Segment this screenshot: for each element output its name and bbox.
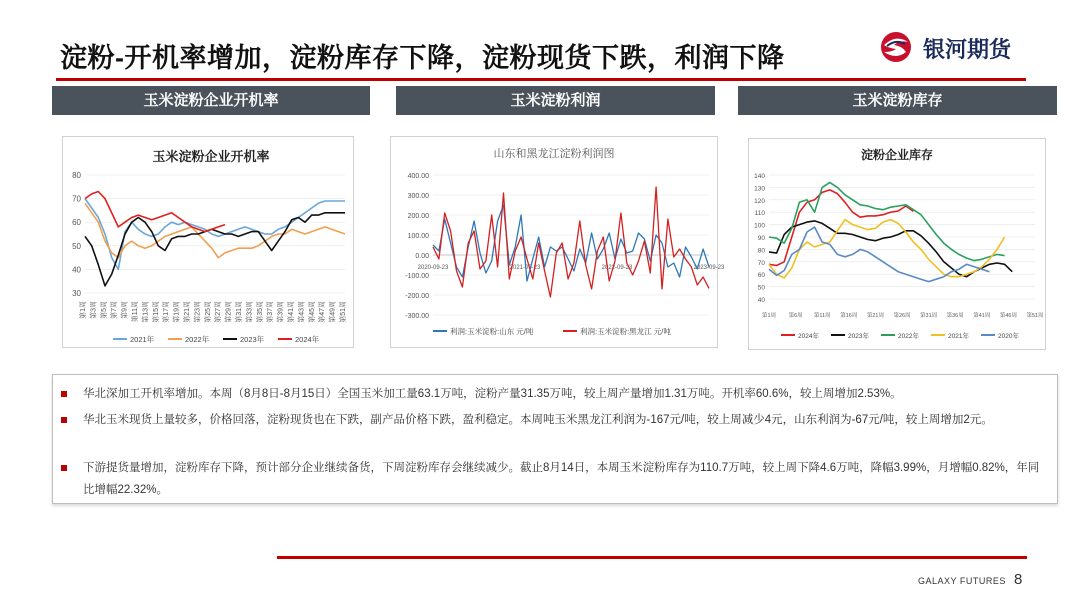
bullet-icon [61,391,67,397]
x-tick-label: 2021-09-23 [509,265,541,271]
x-tick-label: 第25周 [204,301,212,323]
chart-inventory [748,138,1046,350]
legend-label: 2021年 [130,335,155,344]
bullet-icon [61,465,67,471]
y-tick-label: 100 [754,222,765,230]
x-tick-label: 2023-09-23 [693,265,725,271]
x-tick-label: 第26周 [893,313,911,319]
page-number: 8 [1014,571,1023,588]
y-tick-label: 120 [754,197,765,205]
x-tick-label: 第36周 [946,313,964,319]
panel-header-operating-rate: 玉米淀粉企业开机率 [52,86,370,115]
y-tick-label: 140 [754,173,765,180]
y-tick-label: 130 [754,185,765,193]
y-tick-label: 40 [757,297,765,304]
note-inventory: 下游提货量增加，淀粉库存下降，预计部分企业继续备货，下周淀粉库存会继续减少。截止8月14日，本周玉米淀粉库存为110.7万吨，较上周下降4.6万吨，降幅3.99%，月增幅0.82%，年同比增幅22.32%。 [83,462,1040,496]
y-tick-label: 0.00 [415,253,429,260]
x-tick-label: 第17周 [163,301,171,323]
series-line [769,220,1005,278]
legend-label: 2022年 [185,335,210,344]
x-tick-label: 第23周 [194,301,202,323]
footer-divider [277,556,1027,559]
x-tick-label: 第3周 [90,301,98,319]
x-tick-label: 第9周 [121,301,129,319]
x-tick-label: 第21周 [184,301,191,323]
title-divider [56,78,1026,81]
chart-profit [390,136,725,348]
x-tick-label: 第43周 [298,301,306,323]
operating-rate-svg [63,137,353,347]
x-tick-label: 第51周 [340,301,347,323]
footer-brand: GALAXY FUTURES [918,576,1006,586]
x-tick-label: 第49周 [329,301,337,323]
x-tick-label: 第35周 [256,301,264,323]
legend-label: 2024年 [798,333,819,340]
chart-title: 淀粉企业库存 [860,148,934,162]
x-tick-label: 第1周 [761,313,777,319]
x-tick-label: 第13周 [142,301,150,323]
x-tick-label: 2022-09-23 [601,265,633,271]
y-tick-label: 70 [72,194,81,204]
legend-label: 利润:玉米淀粉:黑龙江 元/吨 [580,327,671,336]
x-tick-label: 第16周 [840,313,858,319]
x-tick-label: 第45周 [308,301,316,323]
series-line [85,192,225,232]
x-tick-label: 第5周 [100,301,108,319]
note-profit: 华北玉米现货上量较多，价格回落，淀粉现货也在下跌，副产品价格下跌，盈利稳定。本周吨玉米黑龙江利润为-167元/吨，较上周减少4元，山东利润为-67元/吨，较上周增加2元。 [83,414,993,426]
x-tick-label: 第37周 [267,301,275,323]
legend-label: 2022年 [898,333,919,340]
legend-label: 2023年 [848,333,869,340]
y-tick-label: 50 [757,284,765,292]
x-tick-label: 第6周 [788,313,803,319]
y-tick-label: 80 [72,171,81,180]
y-tick-label: 300.00 [407,193,429,200]
series-line [769,227,989,282]
y-tick-label: 80 [757,247,765,255]
chart-title: 山东和黑龙江淀粉利润图 [493,147,615,160]
x-tick-label: 第41周 [973,313,991,319]
profit-svg [391,137,725,347]
y-tick-label: 90 [757,235,765,242]
legend-label: 2024年 [295,335,320,344]
y-tick-label: 30 [72,289,81,298]
series-line [769,221,1012,277]
y-tick-label: 60 [757,272,765,280]
x-tick-label: 第29周 [225,301,233,323]
x-tick-label: 2020-09-23 [417,265,449,271]
y-tick-label: -100.00 [405,273,429,280]
x-tick-label: 第21周 [866,313,884,319]
page-title: 淀粉-开机率增加，淀粉库存下降，淀粉现货下跌，利润下降 [60,43,785,73]
legend-label: 2021年 [948,333,969,340]
x-tick-label: 第31周 [236,301,243,323]
note-operating-rate: 华北深加工开机率增加。本周（8月8日-8月15日）全国玉米加工量63.1万吨，淀粉产量31.35万吨，较上周产量增加1.31万吨。开机率60.6%，较上周增加2.53%。 [83,388,902,400]
y-tick-label: -200.00 [405,293,429,300]
x-tick-label: 第51周 [1026,313,1044,319]
logo-text: 银河期货 [923,37,1012,62]
bullet-icon [61,417,67,423]
x-tick-label: 第15周 [152,301,160,323]
x-tick-label: 第46周 [999,313,1017,319]
panel-header-inventory: 玉米淀粉库存 [738,86,1057,115]
chart-title: 玉米淀粉企业开机率 [152,150,270,165]
legend-label: 2023年 [240,335,265,344]
panel-header-profit: 玉米淀粉利润 [396,86,715,115]
y-tick-label: 70 [757,259,765,267]
y-tick-label: 40 [72,265,81,275]
x-tick-label: 第7周 [111,301,119,319]
chart-operating-rate [62,136,354,348]
x-tick-label: 第41周 [288,301,295,323]
commentary-box [52,374,1058,504]
y-tick-label: -300.00 [405,313,429,320]
y-tick-label: 200.00 [407,213,429,220]
x-tick-label: 第47周 [319,301,327,323]
legend-label: 2020年 [998,333,1019,340]
series-line [433,187,709,297]
y-tick-label: 100.00 [407,233,429,240]
y-tick-label: 50 [72,241,81,251]
y-tick-label: 110 [754,210,765,218]
x-tick-label: 第27周 [215,301,223,323]
x-tick-label: 第33周 [246,301,254,323]
x-tick-label: 第1周 [80,301,87,319]
x-tick-label: 第19周 [173,301,181,323]
legend-label: 利润:玉米淀粉:山东 元/吨 [450,327,534,336]
x-tick-label: 第31周 [920,313,938,319]
inventory-svg [749,139,1045,349]
x-tick-label: 第39周 [277,301,285,323]
y-tick-label: 400.00 [407,173,429,180]
y-tick-label: 60 [72,218,81,228]
x-tick-label: 第11周 [132,301,139,323]
x-tick-label: 第11周 [813,313,831,319]
